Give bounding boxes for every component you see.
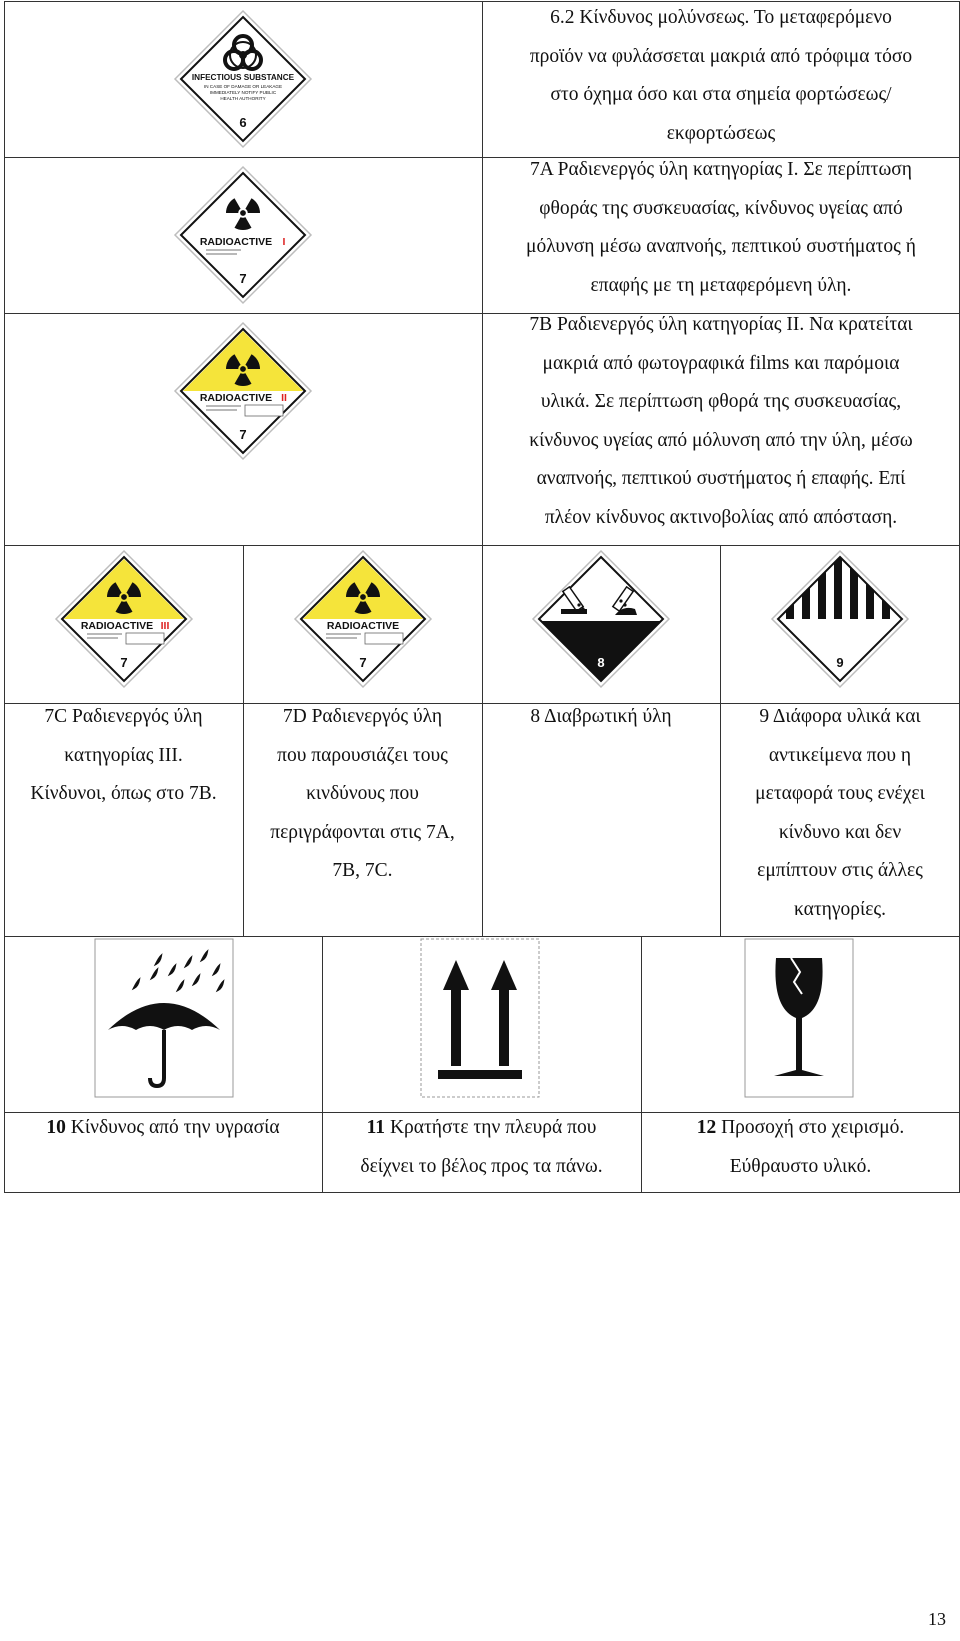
radioactive-i-icon — [173, 165, 313, 305]
radioactive-iii-icon — [54, 549, 194, 689]
hazard-caption — [720, 698, 960, 929]
text-line: μακριά από φωτογραφικά films και παρόμοια — [542, 352, 900, 374]
fragile-glass-icon — [744, 938, 854, 1098]
svg-text:HEALTH AUTHORITY: HEALTH AUTHORITY — [220, 96, 266, 101]
text-line — [641, 1109, 960, 1148]
caption-text: Προσοχή στο χειρισμό. — [721, 1117, 905, 1138]
text-line: υλικά. Σε περίπτωση φθορά της συσκευασίας, — [540, 391, 902, 412]
sign-cell-miscellaneous-icon — [770, 549, 910, 689]
text-line: 7Β, 7C. — [332, 860, 393, 881]
caption-text: δείχνει το βέλος προς τα πάνω. — [360, 1155, 603, 1177]
svg-text:9: 9 — [836, 655, 844, 670]
text-line: που παρουσιάζει τους — [277, 744, 448, 766]
hazard-description — [482, 306, 960, 537]
text-line: μεταφορά τους ενέχει — [755, 783, 925, 804]
text-line: στο όχημα όσο και στα σημεία φορτώσεως/ — [550, 84, 892, 105]
text-line: 6.2 Κίνδυνος μολύνσεως. Το μεταφερόμενο — [550, 7, 892, 28]
svg-text:II: II — [281, 392, 287, 404]
text-line: επαφής με τη μεταφερόμενη ύλη. — [590, 274, 852, 296]
text-line: εμπίπτουν στις άλλες — [757, 860, 923, 881]
text-line: 7D Ραδιενεργός ύλη — [282, 706, 443, 727]
sign-cell-fragile-glass-icon — [744, 938, 854, 1098]
text-line: περιγράφονται στις 7Α, — [270, 821, 455, 843]
text-line: 7C Ραδιενεργός ύλη — [44, 706, 203, 727]
text-line: 8 Διαβρωτική ύλη — [530, 706, 672, 727]
svg-text:RADIOACTIVE: RADIOACTIVE — [199, 392, 273, 404]
sign-cell-radioactive-i-icon — [173, 165, 313, 305]
text-line: κατηγορίες. — [793, 898, 887, 920]
text-line: 7Α Ραδιενεργός ύλη κατηγορίας Ι. Σε περίπτωση — [530, 159, 912, 180]
svg-text:6: 6 — [239, 115, 247, 130]
radioactive-icon — [293, 549, 433, 689]
text-line: μόλυνση μέσω αναπνοής, πεπτικού συστήματος ή — [526, 236, 916, 257]
caption-text: Κίνδυνος από την υγρασία — [70, 1117, 280, 1138]
svg-text:IN CASE OF DAMAGE OR LEAKAGE: IN CASE OF DAMAGE OR LEAKAGE — [203, 84, 283, 89]
text-line: Κίνδυνοι, όπως στο 7Β. — [30, 783, 217, 804]
text-line: 7Β Ραδιενεργός ύλη κατηγορίας ΙΙ. Να κρατείται — [529, 314, 913, 335]
text-line: εκφορτώσεως — [666, 122, 776, 144]
corrosive-icon — [531, 549, 671, 689]
caption-number: 10 — [46, 1117, 66, 1138]
table-divider — [482, 545, 483, 937]
svg-text:7: 7 — [119, 655, 128, 670]
text-line — [322, 1109, 641, 1148]
miscellaneous-icon — [770, 549, 910, 689]
text-line — [4, 1109, 322, 1148]
text-line — [641, 1148, 960, 1187]
svg-text:I: I — [282, 236, 286, 248]
svg-text:7: 7 — [358, 655, 367, 670]
infectious-substance-icon — [173, 9, 313, 149]
hazard-description — [482, 151, 960, 305]
radioactive-ii-icon — [173, 321, 313, 461]
caption-text: Κρατήστε την πλευρά που — [389, 1117, 597, 1138]
sign-cell-radioactive-ii-icon — [173, 321, 313, 461]
sign-cell-radioactive-iii-icon — [54, 549, 194, 689]
this-way-up-icon — [420, 938, 540, 1098]
svg-text:III: III — [160, 620, 169, 632]
handling-caption — [641, 1109, 960, 1186]
svg-text:INFECTIOUS SUBSTANCE: INFECTIOUS SUBSTANCE — [191, 73, 295, 82]
sign-cell-radioactive-icon — [293, 549, 433, 689]
text-line: κινδύνους που — [306, 783, 419, 804]
svg-text:RADIOACTIVE: RADIOACTIVE — [80, 620, 153, 632]
text-line: πλέον κίνδυνος ακτινοβολίας από απόσταση. — [544, 506, 898, 528]
text-line: κατηγορίας ΙΙΙ. — [64, 744, 183, 766]
handling-caption — [4, 1109, 322, 1148]
text-line: αναπνοής, πεπτικού συστήματος ή επαφής. Επί — [536, 468, 906, 489]
svg-text:IMMEDIATELY NOTIFY PUBLIC: IMMEDIATELY NOTIFY PUBLIC — [209, 90, 277, 95]
hazard-description — [482, 0, 960, 153]
handling-caption — [322, 1109, 641, 1186]
svg-text:8: 8 — [597, 655, 605, 670]
text-line: 9 Διάφορα υλικά και — [759, 706, 921, 727]
caption-number: 11 — [366, 1117, 386, 1138]
svg-text:7: 7 — [239, 427, 247, 442]
text-line — [322, 1148, 641, 1187]
hazard-caption — [243, 698, 482, 891]
hazard-caption — [482, 698, 720, 737]
sign-cell-corrosive-icon — [531, 549, 671, 689]
text-line: προϊόν να φυλάσσεται μακριά από τρόφιμα τόσο — [529, 45, 913, 67]
text-line: κίνδυνο και δεν — [778, 821, 902, 843]
sign-cell-umbrella-icon — [94, 938, 234, 1098]
caption-number: 12 — [696, 1117, 717, 1138]
text-line: κίνδυνος υγείας από μόλυνση από την ύλη, μέσω — [529, 429, 913, 451]
svg-text:RADIOACTIVE: RADIOACTIVE — [326, 620, 399, 632]
svg-text:RADIOACTIVE: RADIOACTIVE — [199, 236, 273, 248]
text-line: αντικείμενα που η — [768, 744, 912, 766]
text-line: φθοράς της συσκευασίας, κίνδυνος υγείας από — [539, 197, 903, 219]
page-number: 13 — [928, 1609, 946, 1629]
sign-cell-this-way-up-icon — [420, 938, 540, 1098]
caption-text: Εύθραυστο υλικό. — [729, 1155, 872, 1177]
sign-cell-infectious-substance-icon — [173, 9, 313, 149]
svg-text:7: 7 — [239, 271, 247, 286]
umbrella-icon — [94, 938, 234, 1098]
hazard-caption — [4, 698, 243, 814]
